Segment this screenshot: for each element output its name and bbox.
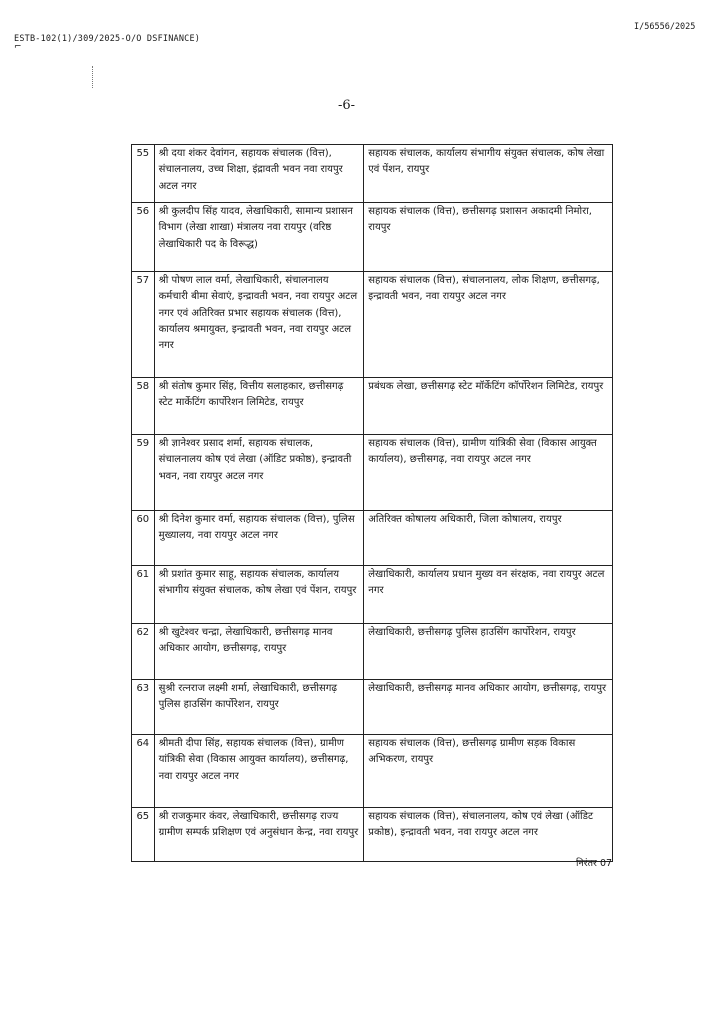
table-row bbox=[132, 511, 613, 566]
serial-number: 65 bbox=[132, 808, 155, 862]
table-row bbox=[132, 203, 613, 272]
new-posting: सहायक संचालक (वित्त), छत्तीसगढ़ ग्रामीण सड़क विकास अभिकरण, रायपुर bbox=[364, 735, 613, 808]
new-posting: प्रबंधक लेखा, छत्तीसगढ़ स्टेट मॉर्केटिंग कॉर्पोरेशन लिमिटेड, रायपुर bbox=[364, 378, 613, 435]
pen-mark: ⌐ bbox=[14, 42, 22, 52]
serial-number: 61 bbox=[132, 566, 155, 624]
table-row bbox=[132, 735, 613, 808]
officer-details: सुश्री रत्नराज लक्ष्मी शर्मा, लेखाधिकारी, छत्तीसगढ़ पुलिस हाउसिंग कार्पोरेशन, रायपुर bbox=[154, 680, 364, 735]
officer-details: श्री राजकुमार कंवर, लेखाधिकारी, छत्तीसगढ़ राज्य ग्रामीण सम्पर्क प्रशिक्षण एवं अनुसंधान केन्द्र, नवा रायपुर bbox=[154, 808, 364, 862]
new-posting: सहायक संचालक, कार्यालय संभागीय संयुक्त संचालक, कोष लेखा एवं पेंशन, रायपुर bbox=[364, 145, 613, 203]
page-marker: -6- bbox=[338, 98, 356, 113]
new-posting: लेखाधिकारी, छत्तीसगढ़ पुलिस हाउसिंग कार्पोरेशन, रायपुर bbox=[364, 624, 613, 680]
new-posting: सहायक संचालक (वित्त), ग्रामीण यांत्रिकी सेवा (विकास आयुक्त कार्यालय), छत्तीसगढ़, नवा रायपुर अटल नगर bbox=[364, 435, 613, 511]
serial-number: 63 bbox=[132, 680, 155, 735]
table-row bbox=[132, 378, 613, 435]
officer-details: श्री संतोष कुमार सिंह, वित्तीय सलाहकार, छत्तीसगढ़ स्टेट मार्केटिंग कार्पोरेशन लिमिटेड, रायपुर bbox=[154, 378, 364, 435]
table-row bbox=[132, 566, 613, 624]
officer-details: श्री दिनेश कुमार वर्मा, सहायक संचालक (वित्त), पुलिस मुख्यालय, नवा रायपुर अटल नगर bbox=[154, 511, 364, 566]
table-row bbox=[132, 808, 613, 862]
serial-number: 58 bbox=[132, 378, 155, 435]
table-row bbox=[132, 272, 613, 378]
officer-details: श्री खुटेश्वर चन्द्रा, लेखाधिकारी, छत्तीसगढ़ मानव अधिकार आयोग, छत्तीसगढ़, रायपुर bbox=[154, 624, 364, 680]
officer-details: श्री कुलदीप सिंह यादव, लेखाधिकारी, सामान्य प्रशासन विभाग (लेखा शाखा) मंत्रालय नवा रायपुर (वरिष्ठ लेखाधिकारी पद के विरूद्ध) bbox=[154, 203, 364, 272]
document-number: I/56556/2025 bbox=[634, 22, 696, 32]
serial-number: 57 bbox=[132, 272, 155, 378]
new-posting: लेखाधिकारी, कार्यालय प्रधान मुख्य वन संरक्षक, नवा रायपुर अटल नगर bbox=[364, 566, 613, 624]
new-posting: सहायक संचालक (वित्त), संचालनालय, कोष एवं लेखा (ऑडिट प्रकोष्ठ), इन्द्रावती भवन, नवा रायपुर अटल नगर bbox=[364, 808, 613, 862]
officer-details: श्रीमती दीपा सिंह, सहायक संचालक (वित्त), ग्रामीण यांत्रिकी सेवा (विकास आयुक्त कार्यालय), छत्तीसगढ़, नवा रायपुर अटल नगर bbox=[154, 735, 364, 808]
transfer-table bbox=[131, 144, 613, 862]
new-posting: अतिरिक्त कोषालय अधिकारी, जिला कोषालय, रायपुर bbox=[364, 511, 613, 566]
serial-number: 60 bbox=[132, 511, 155, 566]
officer-details: श्री पोषण लाल वर्मा, लेखाधिकारी, संचालनालय कर्मचारी बीमा सेवाएं, इन्द्रावती भवन, नवा रायपुर अटल नगर एवं अतिरिक्त प्रभार सहायक संचालक (वित्त), कार्यालय श्रमायुक्त, इन्द्रावती भवन, नवा रायपुर अटल नगर bbox=[154, 272, 364, 378]
serial-number: 59 bbox=[132, 435, 155, 511]
new-posting: सहायक संचालक (वित्त), छत्तीसगढ़ प्रशासन अकादमी निमोरा, रायपुर bbox=[364, 203, 613, 272]
serial-number: 62 bbox=[132, 624, 155, 680]
officer-details: श्री दया शंकर देवांगन, सहायक संचालक (वित्त), संचालनालय, उच्च शिक्षा, इंद्रावती भवन नवा रायपुर अटल नगर bbox=[154, 145, 364, 203]
table-row bbox=[132, 435, 613, 511]
table-row bbox=[132, 145, 613, 203]
file-reference: ESTB-102(1)/309/2025-O/O DSFINANCE) bbox=[14, 34, 201, 44]
serial-number: 56 bbox=[132, 203, 155, 272]
margin-mark bbox=[92, 66, 94, 88]
new-posting: सहायक संचालक (वित्त), संचालनालय, लोक शिक्षण, छत्तीसगढ़, इन्द्रावती भवन, नवा रायपुर अटल नगर bbox=[364, 272, 613, 378]
officer-details: श्री प्रशांत कुमार साहू, सहायक संचालक, कार्यालय संभागीय संयुक्त संचालक, कोष लेखा एवं पेंशन, रायपुर bbox=[154, 566, 364, 624]
serial-number: 55 bbox=[132, 145, 155, 203]
new-posting: लेखाधिकारी, छत्तीसगढ़ मानव अधिकार आयोग, छत्तीसगढ़, रायपुर bbox=[364, 680, 613, 735]
serial-number: 64 bbox=[132, 735, 155, 808]
table-row bbox=[132, 680, 613, 735]
continued-note: निरंतर 07 bbox=[576, 858, 613, 869]
table-row bbox=[132, 624, 613, 680]
officer-details: श्री ज्ञानेश्वर प्रसाद शर्मा, सहायक संचालक, संचालनालय कोष एवं लेखा (ऑडिट प्रकोष्ठ), इन्द्रावती भवन, नवा रायपुर अटल नगर bbox=[154, 435, 364, 511]
